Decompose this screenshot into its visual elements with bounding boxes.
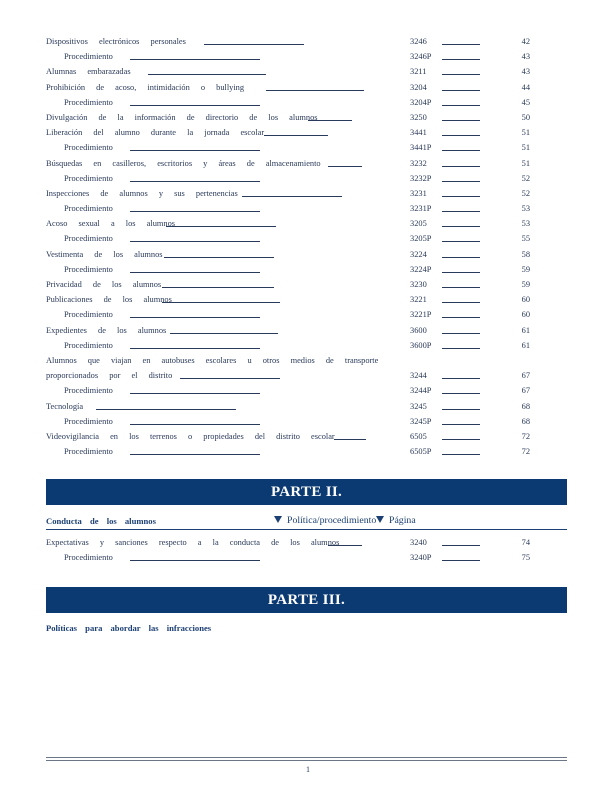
leader-line [442,409,480,410]
leader-line [130,424,260,425]
page-ref: 53 [521,219,530,229]
policy-code: 3244 [410,371,427,381]
policy-code: 3231P [410,204,432,214]
leader-line [442,196,480,197]
page-ref: 61 [521,340,530,350]
page-ref: 60 [521,295,530,305]
toc-entry [46,368,530,383]
leader-line [442,454,480,455]
leader-line [442,378,480,379]
leader-line [442,439,480,440]
part-ii-entries [46,535,530,565]
entry-title: Procedimiento [64,447,113,457]
entry-title: Procedimiento [64,416,113,426]
leader-line [442,166,480,167]
page-ref: 42 [521,37,530,46]
leader-line [130,59,260,60]
policy-code: 3250 [410,112,427,122]
leader-line [442,348,480,349]
table-of-contents [46,34,530,459]
entry-title: proporcionados por el distrito [46,371,173,381]
toc-subentry [46,550,530,565]
policy-code: 3232P [410,173,432,183]
leader-line [130,272,260,273]
page-ref: 67 [521,371,530,381]
policy-code: 3230 [410,280,427,289]
toc-entry [46,186,530,201]
toc-entry [46,277,530,292]
leader-line [442,226,480,227]
page-ref: 72 [521,447,530,457]
entry-title: Privacidad de los alumnos [46,280,162,289]
leader-line [242,196,342,197]
toc-subentry [46,444,530,459]
toc-entry [46,125,530,140]
toc-entry [46,80,530,95]
toc-entry [46,110,530,125]
leader-line [442,287,480,288]
entry-title: Procedimiento [64,340,113,350]
policy-code: 3441 [410,128,427,138]
policy-code: 3245 [410,401,427,411]
entry-title: Procedimiento [64,97,113,107]
leader-line [162,302,280,303]
toc-subentry [46,171,530,186]
leader-line [130,105,260,106]
entry-title: Procedimiento [64,264,113,274]
page-ref: 51 [521,128,530,138]
policy-code: 3204P [410,97,432,107]
leader-line [442,272,480,273]
leader-line [266,90,364,91]
triangle-down-icon [274,516,282,523]
toc-entry [46,247,530,262]
leader-line [442,560,480,561]
policy-code: 3244P [410,386,432,396]
entry-title: Liberación del alumno durante la jornada escolar [46,128,265,138]
leader-line [204,44,304,45]
toc-entry [46,156,530,171]
page-ref: 55 [521,234,530,244]
policy-code: 3211 [410,67,427,77]
leader-line [442,393,480,394]
policy-code: 3232 [410,158,427,168]
part-iii-banner: PARTE III. [46,587,567,613]
leader-line [334,439,366,440]
page-ref: 61 [521,325,530,335]
leader-line [442,211,480,212]
footer-rule [46,760,567,761]
leader-line [442,333,480,334]
page-column-header [376,515,416,526]
page-ref: 51 [521,143,530,153]
policy-code: 3600P [410,340,432,350]
entry-title: Prohibición de acoso, intimidación o bullying [46,82,245,92]
entry-title: Procedimiento [64,52,113,62]
policy-code: 3204 [410,82,427,92]
entry-title: Procedimiento [64,143,113,153]
leader-line [442,317,480,318]
leader-line [442,181,480,182]
toc-entry [46,216,530,231]
leader-line [180,378,280,379]
entry-title: Alumnos que viajan en autobuses escolares u otros medios de transporte [46,355,379,365]
policy-code: 3240P [410,553,432,563]
entry-title: Procedimiento [64,553,113,563]
page-ref: 68 [521,416,530,426]
page-number: 1 [306,765,310,774]
part-ii-banner: PARTE II. [46,479,567,505]
policy-code: 3246 [410,37,427,46]
page-ref: 58 [521,249,530,259]
policy-column-label: Política/procedimiento [287,515,377,526]
leader-line [130,348,260,349]
policy-code: 3231 [410,188,427,198]
page-ref: 43 [521,52,530,62]
footer-rule [46,757,567,758]
entry-title: Tecnología [46,401,84,411]
leader-line [130,317,260,318]
entry-title: Vestimenta de los alumnos [46,249,163,259]
toc-subentry [46,338,530,353]
leader-line [130,211,260,212]
section-label: Políticas para abordar las infracciones [46,623,212,633]
page-ref: 44 [521,82,530,92]
page-ref: 59 [521,280,530,289]
policy-code: 3441P [410,143,432,153]
leader-line [162,287,274,288]
toc-subentry [46,140,530,155]
entry-title: Procedimiento [64,386,113,396]
toc-entry [46,292,530,307]
entry-title: Alumnas embarazadas [46,67,131,77]
page-ref: 68 [521,401,530,411]
toc-subentry [46,95,530,110]
toc-entry [46,64,530,79]
page-ref: 45 [521,97,530,107]
entry-title: Procedimiento [64,234,113,244]
policy-code: 3205P [410,234,432,244]
entry-title: Videovigilancia en los terrenos o propiedades del distrito escolar [46,431,335,441]
leader-line [130,181,260,182]
entry-title: Divulgación de la información de directorio de los alumnos [46,112,318,122]
entry-title: Procedimiento [64,173,113,183]
entry-title: Procedimiento [64,204,113,214]
entry-title: Expedientes de los alumnos [46,325,167,335]
page-ref: 52 [521,188,530,198]
leader-line [442,241,480,242]
leader-line [442,545,480,546]
entry-title: Expectativas y sanciones respecto a la conducta de los alumnos [46,538,340,547]
page-ref: 74 [521,538,530,547]
leader-line [328,166,362,167]
leader-line [96,409,236,410]
section-divider [46,529,567,530]
policy-code: 6505P [410,447,432,457]
page-ref: 50 [521,112,530,122]
policy-code: 3246P [410,52,432,62]
leader-line [328,545,362,546]
leader-line [130,560,260,561]
toc-subentry [46,414,530,429]
policy-code: 3221P [410,310,432,320]
policy-code: 6505 [410,431,427,441]
entry-title: Dispositivos electrónicos personales [46,37,186,46]
policy-code: 3245P [410,416,432,426]
leader-line [442,257,480,258]
leader-line [164,257,274,258]
page-ref: 59 [521,264,530,274]
leader-line [442,105,480,106]
policy-code: 3224P [410,264,432,274]
leader-line [442,302,480,303]
toc-subentry [46,383,530,398]
page-ref: 67 [521,386,530,396]
leader-line [166,226,276,227]
toc-entry [46,34,530,49]
leader-line [148,74,266,75]
leader-line [442,90,480,91]
leader-line [264,135,328,136]
leader-line [308,120,352,121]
policy-code: 3205 [410,219,427,229]
policy-code: 3224 [410,249,427,259]
leader-line [442,59,480,60]
toc-entry [46,323,530,338]
policy-code: 3600 [410,325,427,335]
page-ref: 52 [521,173,530,183]
page-ref: 60 [521,310,530,320]
toc-subentry [46,262,530,277]
leader-line [442,424,480,425]
toc-entry [46,429,530,444]
leader-line [442,74,480,75]
entry-title: Procedimiento [64,310,113,320]
policy-column-header [274,515,376,526]
leader-line [442,135,480,136]
entry-title: Inspecciones de alumnos y sus pertenencias [46,188,238,198]
toc-subentry [46,201,530,216]
page-ref: 75 [521,553,530,563]
leader-line [442,120,480,121]
toc-entry [46,399,530,414]
toc-subentry [46,231,530,246]
leader-line [130,454,260,455]
page-ref: 53 [521,204,530,214]
toc-subentry [46,49,530,64]
page-ref: 72 [521,431,530,441]
leader-line [130,241,260,242]
leader-line [130,393,260,394]
toc-entry [46,353,530,368]
entry-title: Acoso sexual a los alumnos [46,219,176,229]
entry-title: Búsquedas en casilleros, escritorios y áreas de almacenamiento [46,158,321,168]
leader-line [442,44,480,45]
section-label: Conducta de los alumnos [46,516,156,526]
page-ref: 43 [521,67,530,77]
triangle-down-icon [376,516,384,523]
page-column-label: Página [389,515,416,526]
leader-line [442,150,480,151]
leader-line [130,150,260,151]
policy-code: 3221 [410,295,427,305]
entry-title: Publicaciones de los alumnos [46,295,172,305]
toc-subentry [46,307,530,322]
toc-entry [46,535,530,550]
policy-code: 3240 [410,538,427,547]
page-ref: 51 [521,158,530,168]
leader-line [170,333,278,334]
